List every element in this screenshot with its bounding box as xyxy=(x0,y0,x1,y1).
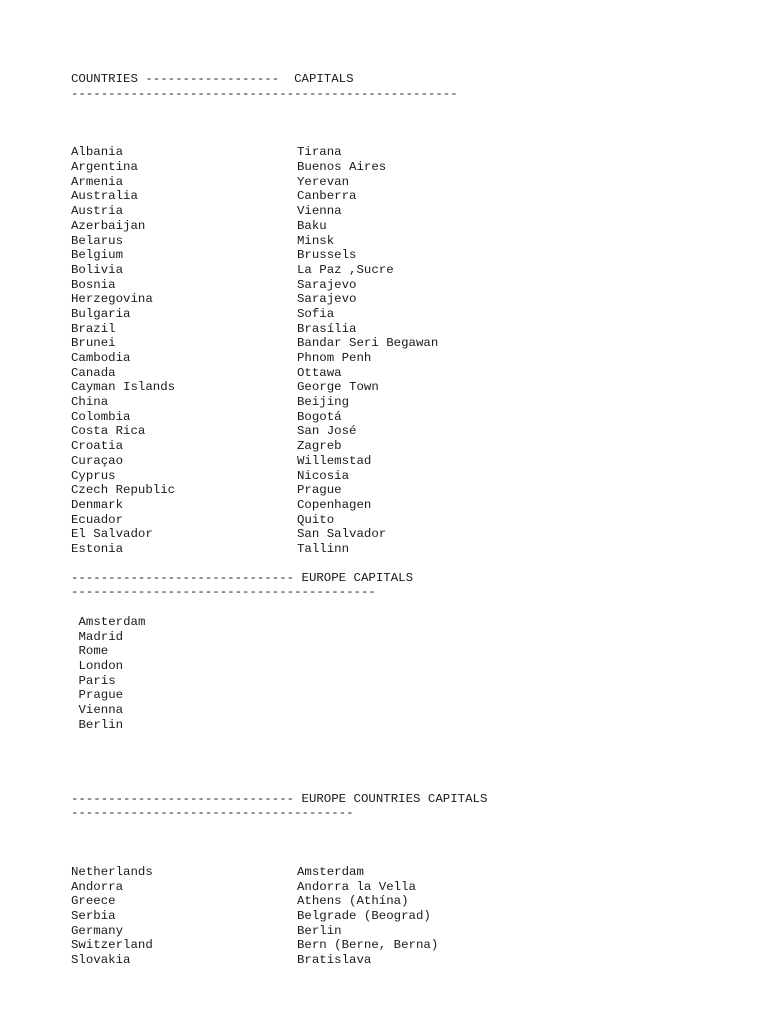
list-row xyxy=(71,160,711,175)
capital-name: La Paz ,Sucre xyxy=(297,262,394,277)
country-name: Bosnia xyxy=(71,277,116,292)
capital-name: Minsk xyxy=(297,233,335,248)
capital-name: Quito xyxy=(297,512,335,527)
country-name: Argentina xyxy=(71,160,138,175)
list-row xyxy=(71,175,711,190)
capital-name: San Salvador xyxy=(297,527,387,542)
document-page xyxy=(71,72,711,968)
spacer xyxy=(71,557,711,571)
countries-capitals-list xyxy=(71,145,711,556)
capital-name: Zagreb xyxy=(297,439,342,454)
section3-header: ------------------------------ EUROPE COUNTRIES CAPITALS xyxy=(71,791,488,806)
capital-name: Bratislava xyxy=(297,953,372,967)
capital-name: Brussels xyxy=(297,248,357,263)
capital-name: Buenos Aires xyxy=(297,160,387,175)
capital-name: Copenhagen xyxy=(297,497,372,512)
section1-header: COUNTRIES ------------------ CAPITALS xyxy=(71,72,354,86)
list-row xyxy=(71,145,711,160)
list-row xyxy=(71,410,711,425)
spacer xyxy=(71,101,711,145)
country-name: Brunei xyxy=(71,336,116,351)
spacer xyxy=(71,600,711,615)
capital-name: Beijing xyxy=(297,395,350,410)
list-row xyxy=(71,880,711,895)
capital-name: Vienna xyxy=(297,204,342,219)
list-row xyxy=(71,924,711,939)
list-row xyxy=(71,380,711,395)
country-name: Curaçao xyxy=(71,453,124,468)
country-name: Germany xyxy=(71,923,124,938)
country-name: Bulgaria xyxy=(71,306,131,321)
europe-capitals-list xyxy=(71,615,711,733)
list-row xyxy=(71,351,711,366)
capital-name: Brasília xyxy=(297,321,357,336)
country-name: Ecuador xyxy=(71,512,124,527)
list-row xyxy=(71,513,711,528)
country-name: Cambodia xyxy=(71,351,131,365)
list-row xyxy=(71,542,711,557)
capital-name: Athens (Athína) xyxy=(297,894,409,909)
list-row xyxy=(71,865,711,880)
country-name: Costa Rica xyxy=(71,424,146,439)
capital-name: Bandar Seri Begawan xyxy=(297,336,439,351)
country-name: Cayman Islands xyxy=(71,380,176,395)
list-item: Madrid xyxy=(78,629,124,644)
list-row xyxy=(71,454,711,469)
country-name: Netherlands xyxy=(71,864,153,879)
list-row xyxy=(71,938,711,953)
list-row xyxy=(71,894,711,909)
section1-rule: ---------------------------------------------------- xyxy=(71,86,458,101)
list-row xyxy=(71,322,711,337)
list-item: Berlin xyxy=(78,717,124,732)
country-name: Australia xyxy=(71,189,138,204)
list-row xyxy=(71,469,711,484)
list-row xyxy=(71,234,711,249)
section2-rule: ----------------------------------------- xyxy=(71,585,376,600)
list-row xyxy=(71,204,711,219)
list-row xyxy=(71,248,711,263)
list-row xyxy=(71,909,711,924)
country-name: Belgium xyxy=(71,248,124,263)
capital-name: Yerevan xyxy=(297,174,350,189)
list-row xyxy=(71,189,711,204)
capital-name: Tirana xyxy=(297,145,342,160)
capital-name: Prague xyxy=(297,483,342,498)
list-row xyxy=(71,307,711,322)
country-name: Bolivia xyxy=(71,262,124,277)
list-item: London xyxy=(78,659,124,674)
country-name: Switzerland xyxy=(71,938,153,953)
spacer xyxy=(71,821,711,865)
list-row xyxy=(71,263,711,278)
country-name: China xyxy=(71,395,109,410)
capital-name: Berlin xyxy=(297,923,342,938)
country-name: Colombia xyxy=(71,409,131,424)
country-name: Denmark xyxy=(71,497,124,512)
capital-name: Tallinn xyxy=(297,541,350,556)
capital-name: Sofia xyxy=(297,306,335,321)
country-name: Canada xyxy=(71,365,116,380)
list-row xyxy=(71,498,711,513)
capital-name: Ottawa xyxy=(297,365,342,380)
list-row xyxy=(71,336,711,351)
country-name: Cyprus xyxy=(71,468,116,483)
list-row xyxy=(71,483,711,498)
list-row xyxy=(71,439,711,454)
capital-name: Belgrade (Beograd) xyxy=(297,908,431,923)
country-name: Serbia xyxy=(71,908,116,923)
country-name: Herzegovina xyxy=(71,292,153,307)
capital-name: Canberra xyxy=(297,189,357,204)
list-item: Vienna xyxy=(78,703,124,718)
section3-rule: -------------------------------------- xyxy=(71,806,354,821)
capital-name: Bogotá xyxy=(297,409,342,424)
list-item: Paris xyxy=(78,673,116,688)
capital-name: Andorra la Vella xyxy=(297,879,416,894)
country-name: Belarus xyxy=(71,233,124,248)
country-name: El Salvador xyxy=(71,527,153,542)
list-row xyxy=(71,424,711,439)
capital-name: Bern (Berne, Berna) xyxy=(297,938,439,953)
list-item: Rome xyxy=(78,644,109,659)
capital-name: George Town xyxy=(297,380,379,395)
list-item: Amsterdam xyxy=(78,615,146,629)
list-item: Prague xyxy=(78,688,124,703)
list-row xyxy=(71,395,711,410)
country-name: Greece xyxy=(71,894,116,909)
list-row xyxy=(71,219,711,234)
capital-name: Baku xyxy=(297,218,327,233)
country-name: Albania xyxy=(71,145,124,160)
capital-name: Nicosia xyxy=(297,468,350,483)
capital-name: Phnom Penh xyxy=(297,351,372,365)
list-row xyxy=(71,527,711,542)
europe-countries-capitals-list xyxy=(71,865,711,968)
country-name: Estonia xyxy=(71,541,124,556)
spacer xyxy=(71,733,711,792)
country-name: Azerbaijan xyxy=(71,218,146,233)
capital-name: Sarajevo xyxy=(297,277,357,292)
country-name: Czech Republic xyxy=(71,483,176,498)
list-row xyxy=(71,292,711,307)
list-row xyxy=(71,953,711,968)
capital-name: San José xyxy=(297,424,357,439)
country-name: Andorra xyxy=(71,879,124,894)
country-name: Croatia xyxy=(71,439,124,454)
list-row xyxy=(71,366,711,381)
country-name: Austria xyxy=(71,204,124,219)
capital-name: Sarajevo xyxy=(297,292,357,307)
country-name: Slovakia xyxy=(71,953,131,967)
list-row xyxy=(71,278,711,293)
capital-name: Amsterdam xyxy=(297,864,364,879)
capital-name: Willemstad xyxy=(297,453,372,468)
country-name: Armenia xyxy=(71,174,124,189)
section2-header: ------------------------------ EUROPE CAPITALS xyxy=(71,570,414,585)
country-name: Brazil xyxy=(71,321,116,336)
